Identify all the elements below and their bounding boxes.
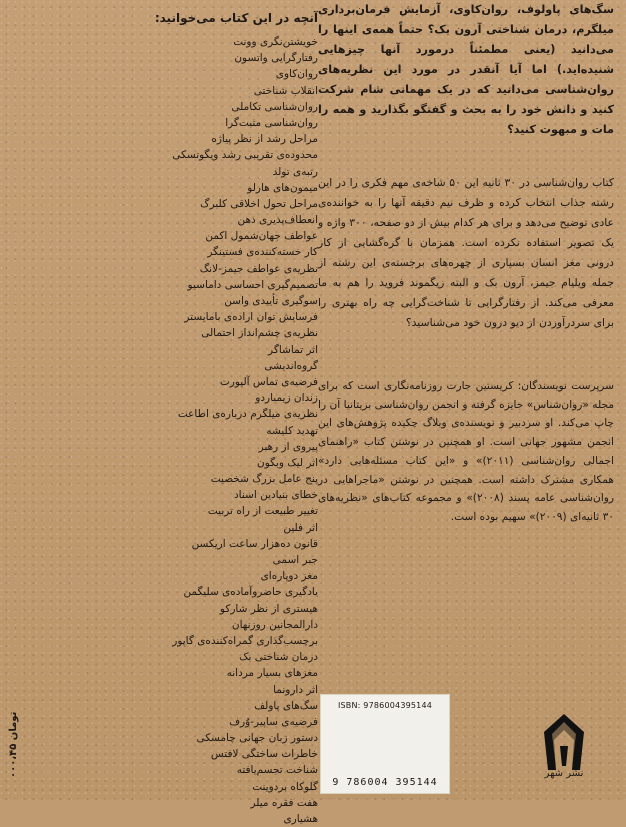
toc-item: پنج عامل بزرگ شخصیت [210, 473, 318, 486]
toc-item: خویشتن‌نگری وونت [233, 36, 318, 48]
toc-item: هشیاری [283, 813, 318, 825]
toc-heading: آنچه در این کتاب می‌خوانید: [154, 11, 318, 25]
toc-item: انقلاب شناختی [253, 84, 318, 97]
toc-item: مراحل رشد از نظر پیاژه [211, 133, 318, 146]
toc-item: مراحل تحول اخلاقی کلبرگ [200, 197, 318, 210]
toc-item: دارالمجانین روزنهان [231, 618, 318, 631]
toc-item: رفتارگرایی واتسون [234, 52, 318, 65]
toc-item: فرضیه‌ی ساپیر-وُرف [229, 715, 318, 728]
toc-item: فرضیه‌ی تماس آلپورت [219, 375, 318, 388]
intro-paragraph [318, 0, 614, 140]
toc-item: تصمیم‌گیری احساسی داماسیو [187, 278, 318, 291]
editor-bio-text: سرپرست نویسندگان: کریستین جارت روزنامه‌نگاری است که برای مجله «روان‌شناس» جایزه گرفته و انجمن روان‌شناسی بریتانیا آن را چاپ می‌کند. او سردبیر و نویسنده‌ی وبلاگ چکیده پژوهش‌های این انجمن مشهور جهانی است. او همچنین در نوشتن کتاب «راهنمای اجمالی روان‌شناسی (۲۰۱۱)» و «این کتاب مسئله‌هایی دارد» همکاری مشترک داشته است. همچنین در نوشتن «ماجراهایی در روان‌شناسی عامه پسند (۲۰۰۸)» و مجموعه کتاب‌های «نظریه‌های ۳۰ ثانیه‌ای (۲۰۰۹)» سهیم بوده است. [318, 380, 615, 523]
toc-item: روان‌شناسی تکاملی [231, 100, 318, 113]
toc-item: محدوده‌ی تقریبی رشد ویگوتسکی [172, 149, 318, 162]
barcode-box [320, 694, 450, 794]
isbn-label: ISBN: 9786004395144 [337, 701, 433, 710]
toc-item: انعطاف‌پذیری ذهن [237, 214, 318, 227]
editor-bio-paragraph [318, 377, 614, 527]
toc-item: یادگیری حاضروآماده‌ی سلیگمن [183, 586, 318, 599]
toc-item: خاطرات ساختگی لافتس [210, 748, 318, 761]
toc-item: فرسایش توان اراده‌ی بامایستر [184, 311, 318, 324]
toc-item: تغییر طبیعت از راه تربیت [207, 505, 318, 518]
toc-item: درمان شناختی بک [239, 651, 318, 664]
toc-item: رتبه‌ی تولد [272, 165, 318, 178]
toc-item: هیستری از نظر شارکو [219, 602, 318, 615]
publisher-name: نشر شهر [544, 768, 584, 779]
toc-item: نظریه‌ی عواطف جیمز-لانگ [199, 262, 318, 275]
toc-item: سوگیری تأییدی واسن [224, 295, 318, 307]
toc-item: شناخت تجسم‌یافته [236, 764, 318, 777]
toc-list [140, 34, 318, 827]
toc-item: گلوکاه بردوینت [252, 780, 318, 793]
toc-column [140, 8, 318, 827]
barcode-number: 9 786004 395144 [332, 777, 438, 788]
toc-item: اثر دارونما [273, 683, 318, 696]
toc-item: پیروی از رهبر [258, 440, 318, 453]
toc-item: گروه‌اندیشی [264, 359, 318, 372]
toc-item: خطای بنیادین اسناد [233, 489, 318, 502]
toc-item: اثر لیک وبگون [256, 456, 318, 469]
toc-item: برچسب‌گذاری گمراه‌کننده‌ی گاپور [172, 634, 318, 647]
toc-item: عواطف جهان‌شمول اکمن [205, 230, 318, 243]
price-label: ۰۰۰،۴۵ تومان [8, 711, 19, 778]
toc-item: نظریه‌ی میلگرم درباره‌ی اطاعت [177, 408, 318, 421]
toc-item: جبر اسمی [272, 554, 318, 566]
toc-item: مغز دوپاره‌ای [260, 570, 318, 583]
toc-item: هفت فقره میلر [250, 796, 318, 809]
toc-item: زندان زیمباردو [255, 392, 318, 405]
toc-item: قانون ده‌هزار ساعت اریکسن [191, 537, 318, 550]
toc-item: روان‌شناسی مثبت‌گرا [225, 116, 318, 129]
toc-item: اثر فلین [283, 521, 318, 534]
toc-item: کار خسته‌کننده‌ی فستینگر [207, 246, 318, 259]
toc-item: روان‌کاوی [275, 68, 318, 81]
toc-item: سگ‌های پاولف [254, 699, 318, 712]
barcode-bars [331, 711, 439, 775]
toc-item: میمون‌های هارلو [247, 181, 318, 194]
intro-text: سگ‌های پاولوف، روان‌کاوی، آزمایش فرمان‌برداری میلگرم، درمان شناختی آرون بک؟ حتماً همه‌ی اینها را می‌دانید (یعنی مطمئناً درمورد آنها چیزهایی شنیده‌اید.) اما آیا آنقدر در مورد این نظریه‌های روان‌شناسی می‌دانید که در یک مهمانی شام شرکت کنید و دانش خود را به بحث و گفتگو بگذارید و همه را مات و مبهوت کنید؟ [318, 3, 614, 136]
description-text: کتاب روان‌شناسی در ۳۰ ثانیه این ۵۰ شاخه‌ی مهم فکری را در این رشته جذاب انتخاب کرده و ظرف نیم دقیقه آنها را به خواننده‌ی عادی توضیح می‌دهد و برای هر کدام بیش از دو صفحه، ۳۰۰ واژه و یک تصویر استفاده نکرده است. همزمان با گره‌گشایی از کار درونی مغز انسان بسیاری از چهره‌های برجسته‌ی این رشته از جمله ویلیام جیمز، آرون بک و البته زیگموند فروید را هم به ما معرفی می‌کند. از رفتارگرایی تا شناخت‌گرایی چه راه بهتری را برای سردرآوردن از دیو درون خود می‌شناسید؟ [318, 176, 614, 329]
toc-item: مغزهای بسیار مردانه [226, 667, 318, 680]
toc-item: اثر تماشاگر [268, 343, 318, 356]
description-paragraph [318, 173, 614, 333]
toc-item: تهدید کلیشه [266, 424, 318, 437]
toc-item: نظریه‌ی چشم‌انداز احتمالی [201, 327, 318, 340]
toc-item: دستور زبان جهانی چامسکی [196, 732, 318, 745]
